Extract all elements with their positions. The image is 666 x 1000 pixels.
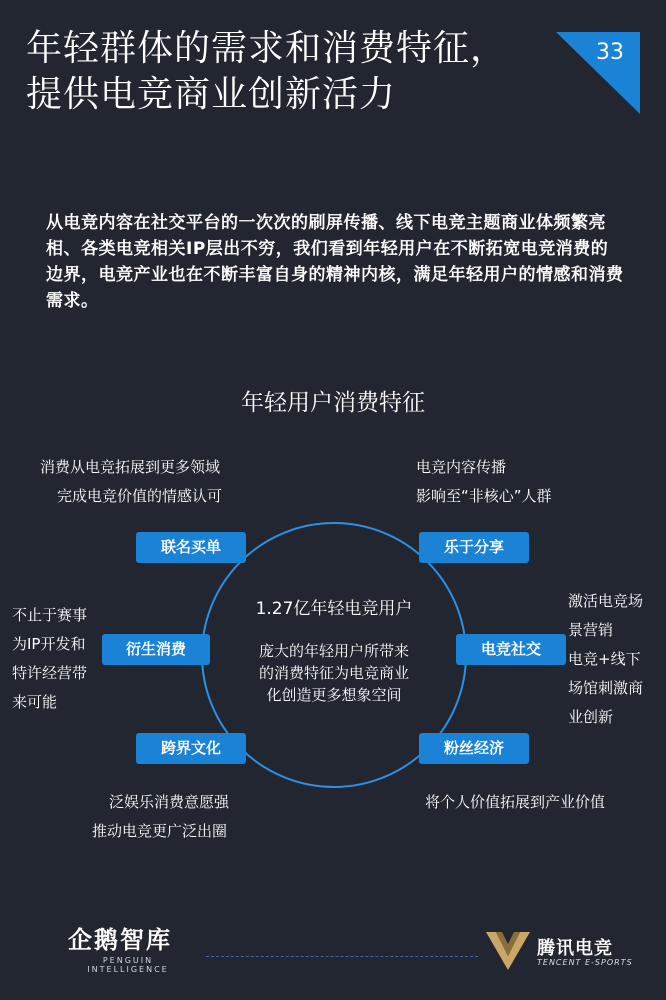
feature-note-derivative xyxy=(12,601,102,717)
circle-text-line: 化创造更多想象空间 xyxy=(266,686,402,704)
penguin-brand-en: PENGUIN INTELLIGENCE xyxy=(87,956,169,974)
note-line: 特许经营带 xyxy=(12,664,88,682)
feature-pill-joint-purchase: 联名买单 xyxy=(136,532,246,563)
feature-pill-crossover: 跨界文化 xyxy=(136,733,246,764)
circle-text-line: 庞大的年轻用户所带来 xyxy=(258,642,409,660)
page-number: 33 xyxy=(596,40,624,65)
note-line: 影响至“非核心”人群 xyxy=(416,487,552,505)
feature-note-sharing xyxy=(416,453,626,511)
tencent-esports-logo-icon xyxy=(486,930,530,970)
feature-pill-sharing: 乐于分享 xyxy=(419,532,529,563)
intro-paragraph: 从电竞内容在社交平台的一次次的刷屏传播、线下电竞主题商业体频繁亮相、各类电竞相关IP层出不穷，我们看到年轻用户在不断拓宽电竞消费的边界，电竞产业也在不断丰富自身的精神内核，满足年轻用户的情感和消费需求。 xyxy=(46,213,624,311)
note-line: 不止于赛事 xyxy=(12,606,88,624)
circle-description xyxy=(226,640,442,706)
title-line-2: 提供电竞商业创新活力 xyxy=(26,74,397,115)
section-title: 年轻用户消费特征 xyxy=(241,390,425,416)
note-line: 场馆刺激商 xyxy=(568,679,644,697)
note-line: 泛娱乐消费意愿强 xyxy=(109,793,230,811)
feature-pill-esports-social: 电竞社交 xyxy=(456,634,566,665)
penguin-intelligence-logo xyxy=(68,926,188,974)
footer-divider xyxy=(206,956,478,957)
note-line: 景营销 xyxy=(568,621,614,639)
note-line: 推动电竞更广泛出圈 xyxy=(92,822,228,840)
penguin-brand-name: 企鹅智库 xyxy=(68,926,172,954)
circle-text-line: 的消费特征为电竞商业 xyxy=(258,664,409,682)
feature-note-crossover xyxy=(92,788,292,846)
note-line: 业创新 xyxy=(568,708,614,726)
feature-pill-fan-economy: 粉丝经济 xyxy=(419,733,529,764)
feature-note-joint-purchase xyxy=(40,453,272,511)
feature-pill-derivative: 衍生消费 xyxy=(102,634,210,665)
tencent-brand-name: 腾讯电竞 xyxy=(537,938,613,959)
page-title xyxy=(26,26,546,118)
feature-note-esports-social xyxy=(568,587,662,732)
note-line: 消费从电竞拓展到更多领域 xyxy=(40,458,221,476)
circle-headline: 1.27亿年轻电竞用户 xyxy=(255,599,413,619)
note-line: 将个人价值拓展到产业价值 xyxy=(425,793,606,811)
note-line: 电竞+线下 xyxy=(568,650,641,668)
note-line: 来可能 xyxy=(12,693,58,711)
note-line: 电竞内容传播 xyxy=(416,458,507,476)
note-line: 激活电竞场 xyxy=(568,592,644,610)
note-line: 为IP开发和 xyxy=(12,635,86,653)
tencent-brand-en: TENCENT E-SPORTS xyxy=(537,958,633,967)
feature-note-fan-economy xyxy=(425,788,655,817)
note-line: 完成电竞价值的情感认可 xyxy=(57,487,223,505)
title-line-1: 年轻群体的需求和消费特征， xyxy=(26,28,508,69)
